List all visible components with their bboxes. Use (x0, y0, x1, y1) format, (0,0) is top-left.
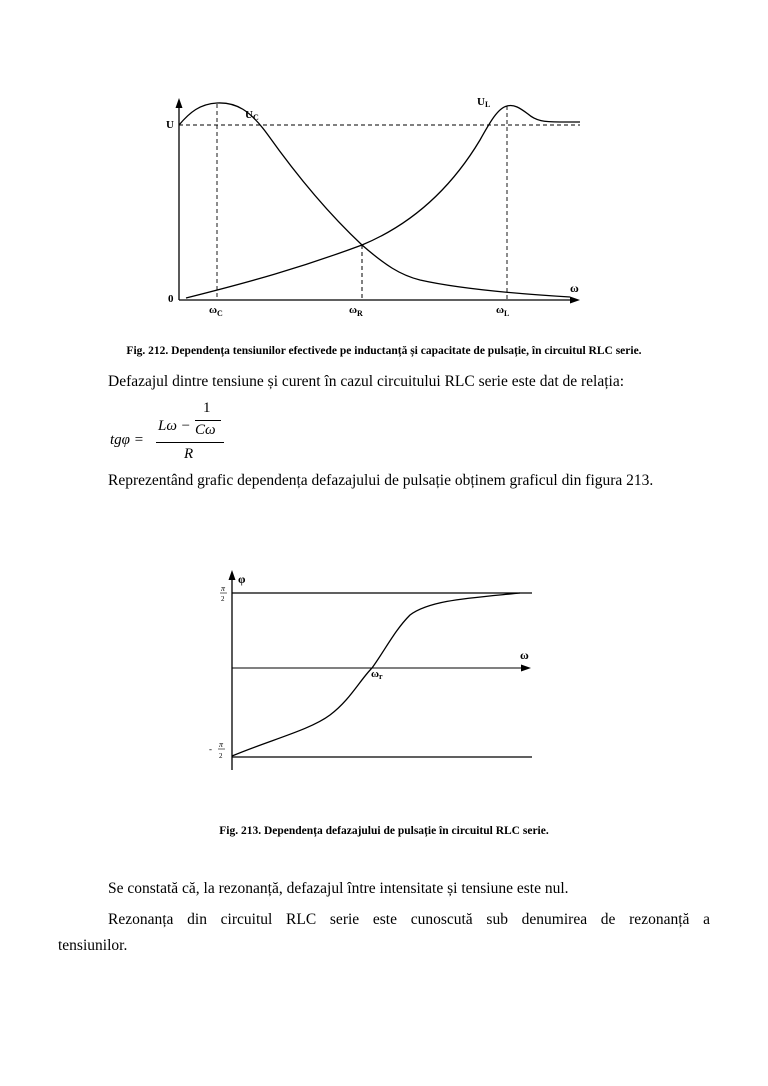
omega-r-label: ωr (371, 668, 383, 681)
origin-label: 0 (168, 293, 174, 305)
wl-tick-label: $\omega_L$ (496, 304, 510, 318)
formula-inner-fraction-bar (195, 420, 221, 421)
formula-lhs: tgφ = (110, 432, 144, 448)
figure-213 (0, 560, 768, 780)
formula-fraction-bar (156, 442, 224, 443)
wr-tick-label: $\omega_R$ (349, 304, 363, 318)
formula-num-left: Lω − (158, 418, 191, 434)
phi-axis-label: φ (238, 572, 246, 586)
top-tick-num: π (221, 584, 226, 593)
bottom-tick-den: 2 (219, 752, 223, 760)
formula-den: R (184, 446, 194, 462)
ul-curve (186, 105, 580, 298)
paragraph-4-line-1: Rezonanța din circuitul RLC serie este cunoscută sub denumirea de rezonanță a (108, 911, 710, 928)
ul-label: UL (477, 96, 491, 109)
x-axis-arrow (570, 297, 580, 304)
wc-tick-label: $\omega_C$ (209, 304, 223, 318)
omega-axis-label: ω (520, 648, 529, 662)
formula (108, 398, 248, 468)
paragraph-4-line-2: tensiunilor. (58, 937, 128, 954)
figure-213-caption: Fig. 213. Dependența defazajului de pulsație în circuitul RLC serie. (219, 825, 549, 837)
omega-axis-arrow (521, 665, 531, 672)
formula-inner-num: 1 (203, 400, 211, 416)
uc-label: UC (245, 109, 259, 122)
uc-curve (179, 103, 570, 297)
formula-inner-den: Cω (195, 422, 216, 438)
paragraph-3: Se constată că, la rezonanță, defazajul între intensitate și tensiune este nul. (108, 880, 569, 897)
paragraph-2: Reprezentând grafic dependența defazajului de pulsație obținem graficul din figura 213. (108, 472, 654, 489)
bottom-tick-sign: - (209, 744, 212, 754)
y-axis-arrow (176, 98, 183, 108)
y-axis-label: U (166, 119, 174, 131)
figure-212 (0, 80, 768, 330)
phi-axis-arrow (229, 570, 236, 580)
x-axis-label: ω (570, 281, 579, 295)
paragraph-1: Defazajul dintre tensiune și curent în cazul circuitului RLC serie este dat de relația: (108, 373, 625, 390)
bottom-tick-num: π (219, 740, 224, 749)
figure-212-caption: Fig. 212. Dependența tensiunilor efectivede pe inductanță și capacitate de pulsație, în circuitul RLC serie. (126, 345, 642, 357)
top-tick-den: 2 (221, 595, 225, 603)
